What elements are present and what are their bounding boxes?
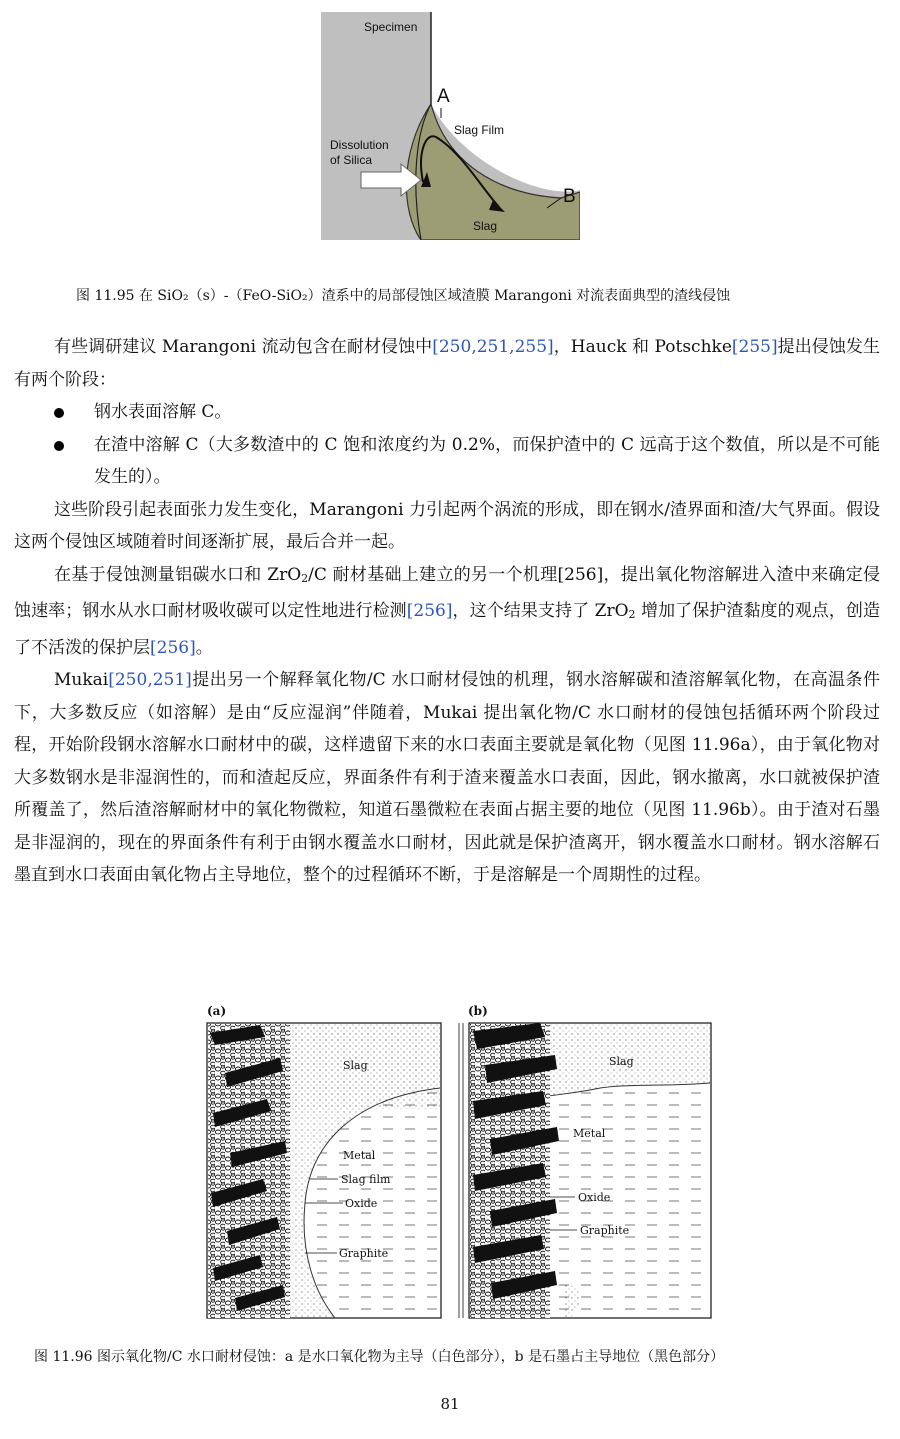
panel-a-label-slag-film: Slag film bbox=[341, 1173, 391, 1186]
panel-a bbox=[207, 1004, 441, 1318]
citation-link[interactable]: [250,251,255] bbox=[432, 337, 554, 357]
citation-link[interactable]: [255] bbox=[731, 337, 778, 357]
citation-link[interactable]: [250,251] bbox=[108, 670, 192, 690]
panel-a-label-slag: Slag bbox=[343, 1059, 368, 1072]
figure-11-96 bbox=[205, 1003, 713, 1323]
label-specimen: Specimen bbox=[364, 20, 418, 34]
label-dissolution-2: of Silica bbox=[330, 153, 373, 167]
label-point-a: A bbox=[437, 86, 450, 107]
paragraph-3: 在基于侵蚀测量铝碳水口和 ZrO$_2$/C 耐材基础上建立的另一个机理[256]，提出氧化物溶解进入渣中来确定侵蚀速率；钢水从水口耐材吸收碳可以定性地进行检测[256]，这个结果支持了 ZrO$_2$ 增加了保护渣黏度的观点，创造了不活泼的保护层[256]。 bbox=[14, 564, 881, 658]
label-slag: Slag bbox=[473, 219, 498, 233]
figure-11-96-caption: 图 11.96 图示氧化物/C 水口耐材侵蚀：a 是水口氧化物为主导（白色部分），b 是石墨占主导地位（黑色部分） bbox=[34, 1349, 725, 1365]
panel-b-label-metal: Metal bbox=[573, 1127, 606, 1140]
label-slag-film: Slag Film bbox=[454, 123, 505, 137]
figure-11-95 bbox=[321, 12, 580, 240]
bullet-item: 钢水表面溶解 C。 bbox=[14, 396, 880, 429]
bullet-list bbox=[14, 396, 880, 494]
paragraph-4: Mukai[250,251]提出另一个解释氧化物/C 水口耐材侵蚀的机理，钢水溶解碳和渣溶解氧化物，在高温条件下，大多数反应（如溶解）是由“反应湿润”伴随着，Mukai 提出氧化物/C 水口耐材的侵蚀包括循环两个阶段过程，开始阶段钢水溶解水口耐材中的碳，这样遗留下来的水口表面主要就是氧化物（见图 11.96a），由于氧化物对大多数钢水是非湿润性的，而和渣起反应，界面条件有利于渣来覆盖水口表面，因此，钢水撤离，水口就被保护渣所覆盖了，然后渣溶解耐材中的氧化物微粒，知道石墨微粒在表面占据主要的地位（见图 11.96b）。由于渣对石墨是非湿润的，现在的界面条件有利于由钢水覆盖水口耐材，因此就是保护渣离开，钢水覆盖水口耐材。钢水溶解石墨直到水口表面由氧化物占主导地位，整个的过程循环不断，于是溶解是一个周期性的过程。 bbox=[14, 670, 880, 885]
panel-a-tag: (a) bbox=[207, 1004, 227, 1018]
panel-a-label-graphite: Graphite bbox=[339, 1247, 389, 1260]
panel-a-label-oxide: Oxide bbox=[345, 1197, 378, 1210]
panel-b bbox=[468, 1004, 711, 1318]
paragraph-2: 这些阶段引起表面张力发生变化，Marangoni 力引起两个涡流的形成，即在钢水/渣界面和渣/大气界面。假设这两个侵蚀区域随着时间逐渐扩展，最后合并一起。 bbox=[14, 499, 880, 552]
panel-b-tag: (b) bbox=[468, 1004, 488, 1018]
page-number: 81 bbox=[440, 1395, 460, 1413]
body-text bbox=[14, 331, 880, 892]
panel-b-label-graphite: Graphite bbox=[580, 1224, 630, 1237]
figure-11-95-caption: 图 11.95 在 SiO₂（s）-（FeO-SiO₂）渣系中的局部侵蚀区域渣膜 Marangoni 对流表面典型的渣线侵蚀 bbox=[76, 288, 731, 304]
paragraph-1: 有些调研建议 Marangoni 流动包含在耐材侵蚀中[250,251,255]，Hauck 和 Potschke[255]提出侵蚀发生有两个阶段： bbox=[14, 337, 880, 390]
label-dissolution-1: Dissolution bbox=[330, 138, 389, 152]
panel-b-label-slag: Slag bbox=[609, 1055, 634, 1068]
citation-link[interactable]: [256] bbox=[406, 601, 453, 621]
panel-b-label-oxide: Oxide bbox=[578, 1191, 611, 1204]
citation-link[interactable]: [256] bbox=[150, 637, 196, 658]
bullet-item: 在渣中溶解 C（大多数渣中的 C 饱和浓度约为 0.2%，而保护渣中的 C 远高于这个数值，所以是不可能发生的）。 bbox=[14, 429, 880, 494]
panel-a-label-metal: Metal bbox=[343, 1149, 376, 1162]
label-point-b: B bbox=[563, 186, 576, 207]
